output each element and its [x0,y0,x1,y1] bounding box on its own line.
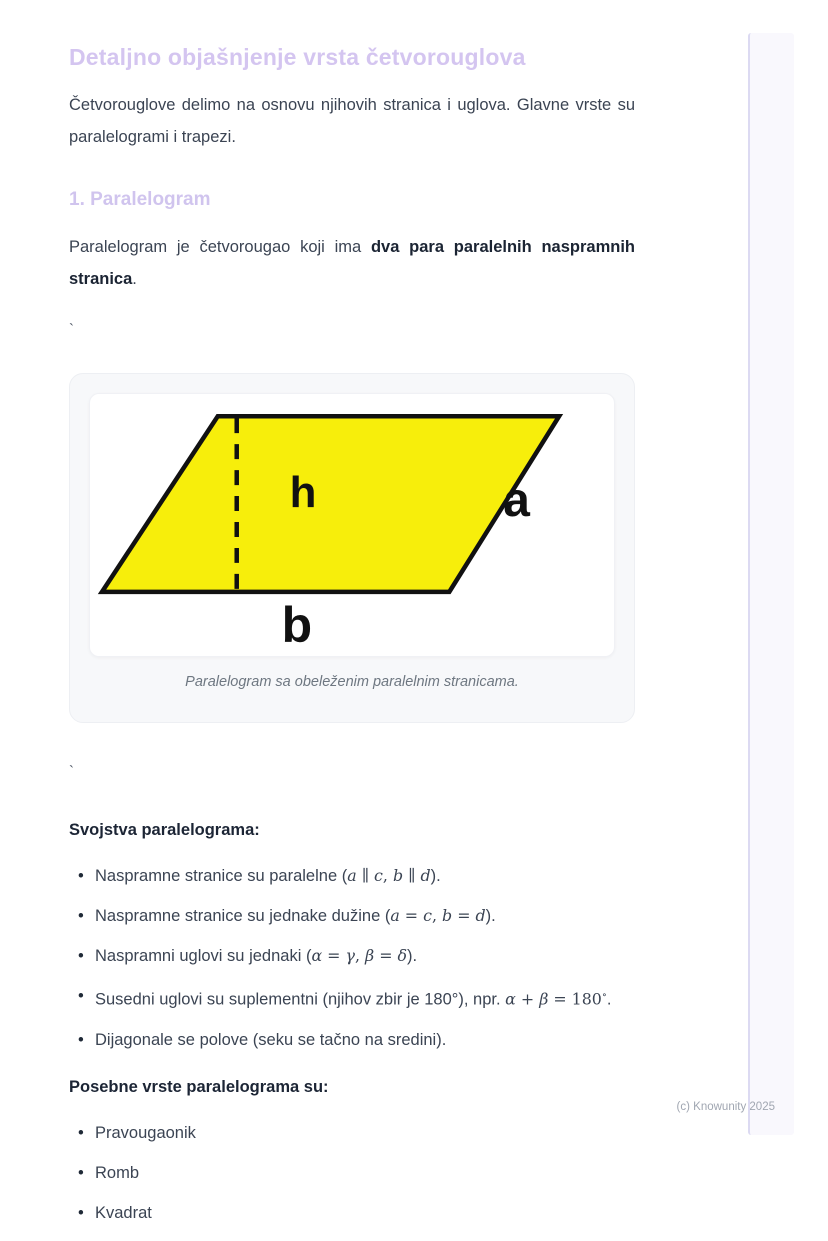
paralelogram-definition: Paralelogram je četvorougao koji ima dva para paralelnih naspramnih stranica. [69,238,635,288]
copyright-watermark: (c) Knowunity 2025 [676,1101,775,1113]
section-heading-paralelogram: 1. Paralelogram [69,189,211,210]
list-item: • Pravougaonik [69,1121,635,1145]
label-a: a [503,474,530,528]
list-item: • Naspramne stranice su paralelne (a ∥ c, b ∥ d). [69,864,635,888]
list-item: • Kvadrat [69,1201,635,1225]
special-types-heading: Posebne vrste paralelograma su: [69,1077,329,1096]
figure-caption: Paralelogram sa obeleženim paralelnim stranicama. [185,674,519,690]
list-item: • Naspramne stranice su jednake dužine (a = c, b = d). [69,904,635,928]
list-item: • Susedni uglovi su suplementni (njihov zbir je 180°), npr. α + β = 180∘. [69,984,635,1012]
document-content [69,0,635,1241]
list-item: • Dijagonale se polove (seku se tačno na sredini). [69,1028,635,1052]
list-item: • Romb [69,1161,635,1185]
parallelogram-image [89,393,615,657]
special-types-list [69,1121,635,1225]
label-h: h [289,468,317,518]
stray-backtick-bottom: ` [69,763,74,780]
scrollbar-track[interactable] [748,33,794,1135]
stray-backtick-top: ` [69,321,74,338]
intro-paragraph: Četvorouglove delimo na osnovu njihovih stranica i uglova. Glavne vrste su paralelogrami i trapezi. [69,96,635,146]
parallelogram-diagram [90,394,614,656]
parallelogram-figure-card [69,373,635,723]
properties-heading: Svojstva paralelograma: [69,821,260,839]
page-title: Detaljno objašnjenje vrsta četvorouglova [69,44,526,70]
properties-list [69,864,635,1052]
parallelogram-shape [102,416,559,592]
list-item: • Naspramni uglovi su jednaki (α = γ, β = δ). [69,944,635,968]
label-b: b [281,596,313,653]
